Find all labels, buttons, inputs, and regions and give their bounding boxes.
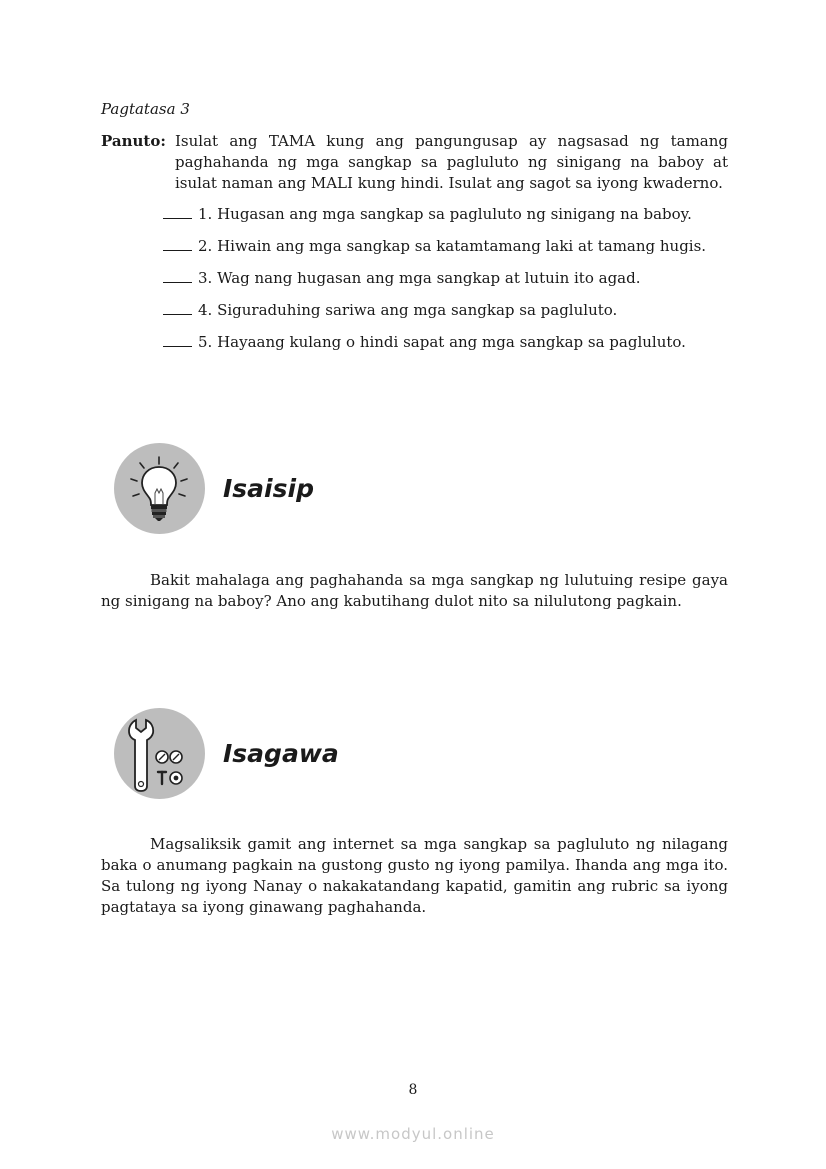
instruction-text: Isulat ang TAMA kung ang pangungusap ay nagsasad ng tamang paghahanda ng mga sangkap sa pagluluto ng sinigang na baboy at isulat naman ang MALI kung hindi. Isulat ang sagot sa iyong kwaderno.: [175, 132, 728, 192]
answer-blank: [163, 333, 192, 347]
answer-blank: [163, 205, 192, 219]
question-item: [163, 236, 733, 268]
answer-blank: [163, 301, 192, 315]
instructions: [101, 131, 728, 194]
question-item: [163, 332, 733, 364]
question-text: 5. Hayaang kulang o hindi sapat ang mga sangkap sa pagluluto.: [198, 333, 686, 351]
answer-blank: [163, 237, 192, 251]
question-text: 2. Hiwain ang mga sangkap sa katamtamang laki at tamang hugis.: [198, 237, 707, 255]
question-text: 3. Wag nang hugasan ang mga sangkap at lutuin ito agad.: [198, 269, 641, 287]
watermark: www.modyul.online: [331, 1125, 495, 1143]
question-text: 1. Hugasan ang mga sangkap sa pagluluto ng sinigang na baboy.: [198, 205, 692, 223]
answer-blank: [163, 269, 192, 283]
question-item: [163, 204, 733, 236]
page-number: 8: [408, 1082, 418, 1098]
instruction-lead: Panuto:: [101, 132, 166, 150]
lightbulb-icon: [114, 443, 205, 534]
section-title-isagawa: Isagawa: [223, 739, 339, 768]
assessment-label: Pagtatasa 3: [101, 100, 190, 118]
question-list: [163, 204, 733, 364]
question-text: 4. Siguraduhing sariwa ang mga sangkap sa pagluluto.: [198, 301, 618, 319]
isaisip-text: Bakit mahalaga ang paghahanda sa mga sangkap ng lulutuing resipe gaya ng sinigang na baboy? Ano ang kabutihang dulot nito sa nilulutong pagkain.: [101, 571, 728, 610]
question-item: [163, 300, 733, 332]
wrench-icon: [114, 708, 205, 799]
question-item: [163, 268, 733, 300]
isagawa-text: Magsaliksik gamit ang internet sa mga sangkap sa pagluluto ng nilagang baka o anumang pagkain na gustong gusto ng iyong pamilya. Ihanda ang mga ito. Sa tulong ng iyong Nanay o nakakatandang kapatid, gamitin ang rubric sa iyong pagtataya sa iyong ginawang paghahanda.: [101, 835, 728, 916]
section-title-isaisip: Isaisip: [223, 474, 314, 503]
